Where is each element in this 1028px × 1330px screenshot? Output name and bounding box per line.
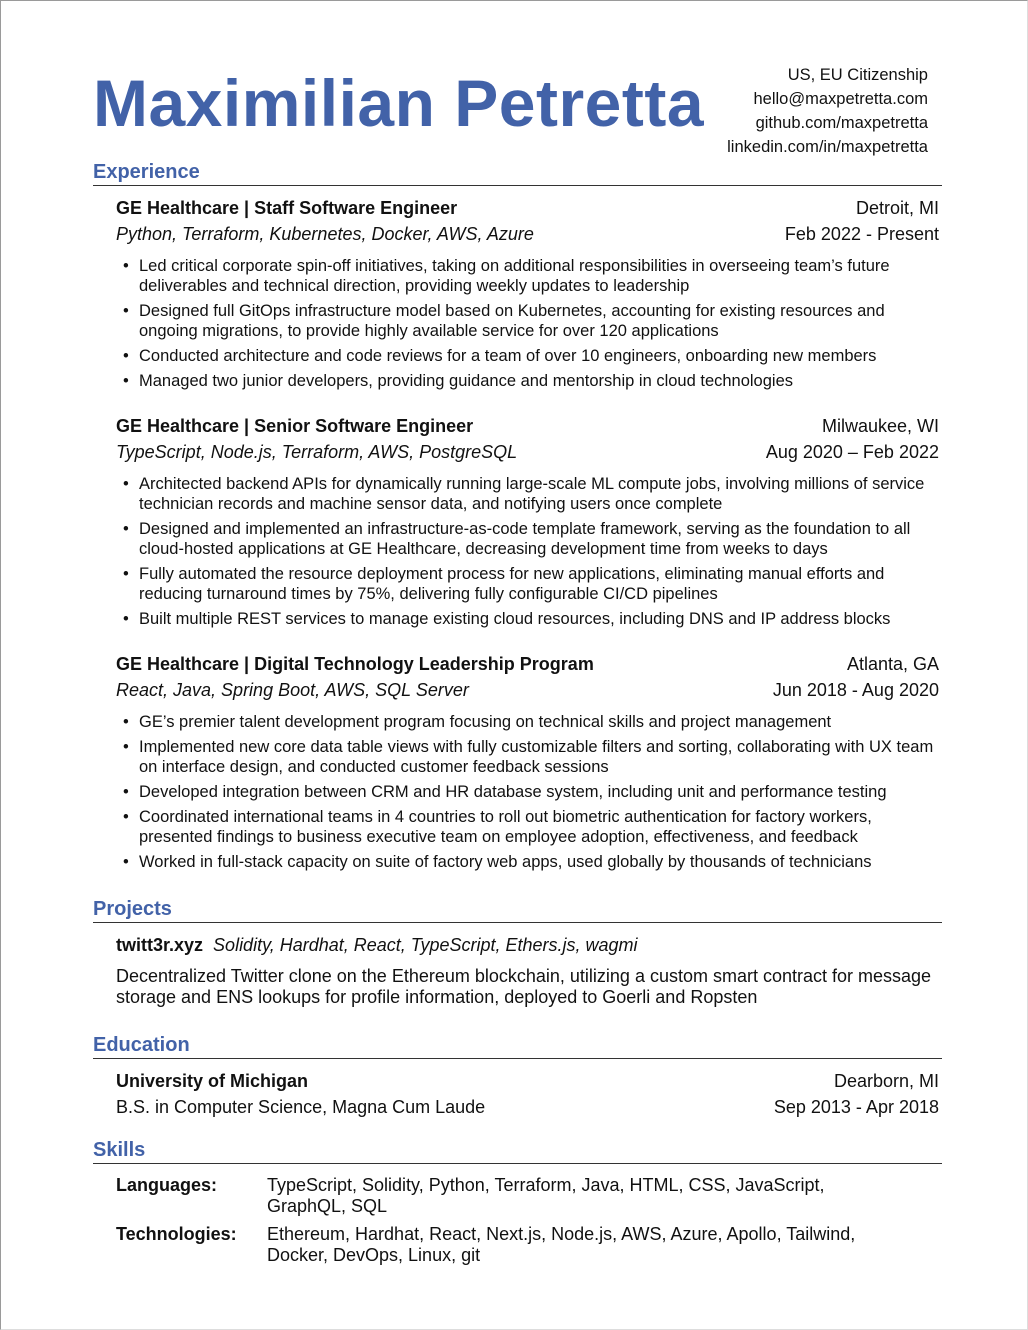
list-item [116,371,939,391]
list-item [116,609,939,629]
bullet-icon: • [123,738,129,756]
bullet-icon: • [123,257,129,275]
job-location: Atlanta, GA [846,654,939,674]
skill-row-technologies [116,1224,939,1266]
github-link[interactable]: github.com/maxpetretta [755,114,928,132]
resume-content [93,160,942,1273]
list-item [116,807,939,847]
bullet-text: Designed and implemented an infrastructure-as-code template framework, serving as the foundation to all cloud-hosted applications at GE Healthcare, decreasing development time from weeks to days [139,520,911,558]
bullet-icon: • [123,853,129,871]
bullet-text: Conducted architecture and code reviews for a team of over 10 engineers, onboarding new members [139,347,877,365]
bullet-icon: • [123,372,129,390]
bullet-icon: • [123,783,129,801]
job-tech: Python, Terraform, Kubernetes, Docker, AWS, Azure [116,224,534,244]
bullet-text: GE’s premier talent development program focusing on technical skills and project management [139,713,832,731]
job-dates: Aug 2020 – Feb 2022 [765,442,939,462]
project-item [93,932,942,1008]
skill-value: TypeScript, Solidity, Python, Terraform, Java, HTML, CSS, JavaScript, GraphQL, SQL [267,1175,825,1216]
linkedin-link[interactable]: linkedin.com/in/maxpetretta [727,138,928,156]
bullet-icon: • [123,610,129,628]
bullet-icon: • [123,302,129,320]
experience-heading: Experience [93,160,942,186]
bullet-icon: • [123,808,129,826]
degree: B.S. in Computer Science, Magna Cum Laude [116,1097,486,1117]
list-item [116,852,939,872]
job-bullets [116,256,939,391]
job-entry [116,651,939,872]
bullet-text: Implemented new core data table views with fully customizable filters and sorting, collaborating with UX team on interface design, and conducted customer feedback sessions [139,738,934,776]
list-item [116,737,939,777]
list-item [116,256,939,296]
bullet-text: Designed full GitOps infrastructure model based on Kubernetes, accounting for existing resources and ongoing migrations, to provide highly available service for over 120 applications [139,302,885,340]
school-name: University of Michigan [116,1071,309,1091]
job-entry [116,195,939,391]
job-bullets [116,712,939,872]
job-tech: TypeScript, Node.js, Terraform, AWS, PostgreSQL [116,442,518,462]
list-item [116,519,939,559]
job-tech: React, Java, Spring Boot, AWS, SQL Server [116,680,469,700]
contact-info [727,63,928,159]
bullet-icon: • [123,520,129,538]
job-location: Milwaukee, WI [821,416,939,436]
bullet-text: Coordinated international teams in 4 countries to roll out biometric authentication for factory workers, presented findings to business executive team on employee adoption, effectiveness, and feedback [139,808,872,846]
list-item [116,712,939,732]
email-link[interactable]: hello@maxpetretta.com [753,90,928,108]
citizenship: US, EU Citizenship [787,66,928,84]
job-dates: Jun 2018 - Aug 2020 [772,680,939,700]
job-bullets [116,474,939,629]
project-description: Decentralized Twitter clone on the Ethereum blockchain, utilizing a custom smart contract for message storage and ENS lookups for profile information, deployed to Goerli and Ropsten [116,966,932,1007]
list-item [116,346,939,366]
skill-label: Technologies: [116,1224,237,1244]
list-item [116,301,939,341]
skill-value: Ethereum, Hardhat, React, Next.js, Node.js, AWS, Azure, Apollo, Tailwind, Docker, DevOps, Linux, git [267,1224,856,1265]
bullet-text: Fully automated the resource deployment process for new applications, eliminating manual efforts and reducing turnaround times by 75%, delivering fully configurable CI/CD pipelines [139,565,885,603]
school-location: Dearborn, MI [833,1071,939,1091]
bullet-text: Built multiple REST services to manage existing cloud resources, including DNS and IP address blocks [139,610,891,628]
experience-list [93,195,942,872]
education-item [93,1068,942,1120]
project-name: twitt3r.xyz [116,935,204,955]
skills-list [93,1175,942,1266]
list-item [116,782,939,802]
bullet-text: Architected backend APIs for dynamically running large-scale ML compute jobs, involving millions of service technician records and machine sensor data, and notifying users once complete [139,475,925,513]
projects-heading: Projects [93,897,942,923]
bullet-icon: • [123,713,129,731]
bullet-icon: • [123,475,129,493]
education-heading: Education [93,1033,942,1059]
bullet-icon: • [123,565,129,583]
job-title: GE Healthcare | Senior Software Engineer [116,416,474,436]
bullet-text: Worked in full-stack capacity on suite of factory web apps, used globally by thousands of technicians [139,853,872,871]
bullet-text: Led critical corporate spin-off initiatives, taking on additional responsibilities in overseeing team’s future deliverables and technical direction, providing weekly updates to leadership [139,257,890,295]
candidate-name: Maximilian Petretta [93,66,705,140]
skill-row-languages [116,1175,939,1217]
job-dates: Feb 2022 - Present [784,224,939,244]
job-title: GE Healthcare | Staff Software Engineer [116,198,458,218]
bullet-text: Managed two junior developers, providing guidance and mentorship in cloud technologies [139,372,794,390]
education-dates: Sep 2013 - Apr 2018 [773,1097,939,1117]
job-entry [116,413,939,629]
job-title: GE Healthcare | Digital Technology Leadership Program [116,654,594,674]
skill-label: Languages: [116,1175,218,1195]
list-item [116,564,939,604]
job-location: Detroit, MI [855,198,939,218]
bullet-icon: • [123,347,129,365]
bullet-text: Developed integration between CRM and HR database system, including unit and performance testing [139,783,887,801]
project-tech: Solidity, Hardhat, React, TypeScript, Ethers.js, wagmi [213,935,638,955]
skills-heading: Skills [93,1138,942,1164]
list-item [116,474,939,514]
